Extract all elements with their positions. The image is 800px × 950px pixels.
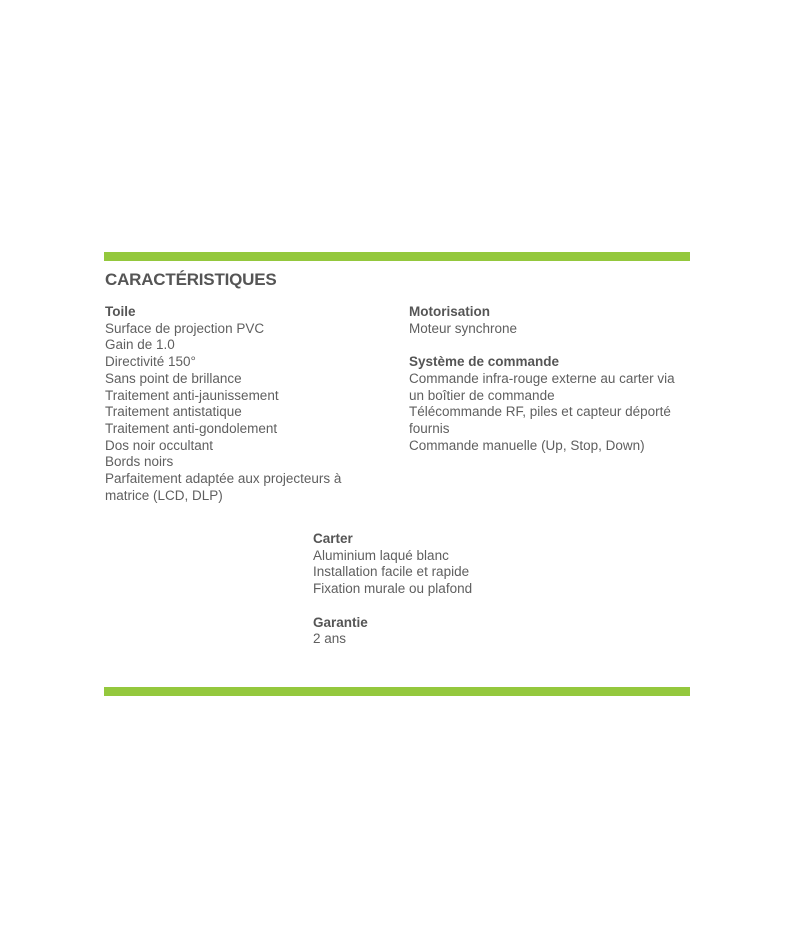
spec-line: Surface de projection PVC [105,320,265,336]
spec-line: Traitement antistatique [105,404,242,420]
spec-section [409,354,699,454]
spec-section [313,531,573,598]
section-heading: Toile [105,304,136,319]
spec-section [409,304,699,337]
spec-line: Directivité 150° [105,354,196,370]
section-heading: Motorisation [409,304,490,319]
section-heading: Carter [313,531,353,546]
spec-line: Moteur synchrone [409,320,518,336]
top-accent-bar [104,252,690,261]
spec-line: Dos noir occultant [105,437,214,453]
spec-line: Sans point de brillance [105,370,242,386]
spec-line: un boîtier de commande [409,387,555,403]
spec-line: Bords noirs [105,454,174,470]
spec-section [105,304,375,504]
left-column [105,304,375,504]
spec-line: Commande manuelle (Up, Stop, Down) [409,437,645,453]
section-heading: Garantie [313,614,368,630]
spec-line: Traitement anti-gondolement [105,420,278,436]
spec-line: matrice (LCD, DLP) [105,487,223,503]
center-column [313,531,573,648]
spec-line: Commande infra-rouge externe au carter via [409,370,675,386]
spec-line: Télécommande RF, piles et capteur déporté [409,404,671,420]
spec-line: Fixation murale ou plafond [313,581,473,597]
spec-line: Aluminium laqué blanc [313,547,449,563]
right-column [409,304,699,454]
spec-line: Gain de 1.0 [105,337,175,353]
section-heading: Système de commande [409,354,560,370]
spec-line: 2 ans [313,631,347,647]
spec-line: Installation facile et rapide [313,564,470,580]
spec-line: Traitement anti-jaunissement [105,387,279,403]
spec-section [313,615,573,648]
spec-line: fournis [409,420,450,436]
page-title: CARACTÉRISTIQUES [105,270,277,289]
spec-line: Parfaitement adaptée aux projecteurs à [105,471,342,487]
bottom-accent-bar [104,687,690,696]
